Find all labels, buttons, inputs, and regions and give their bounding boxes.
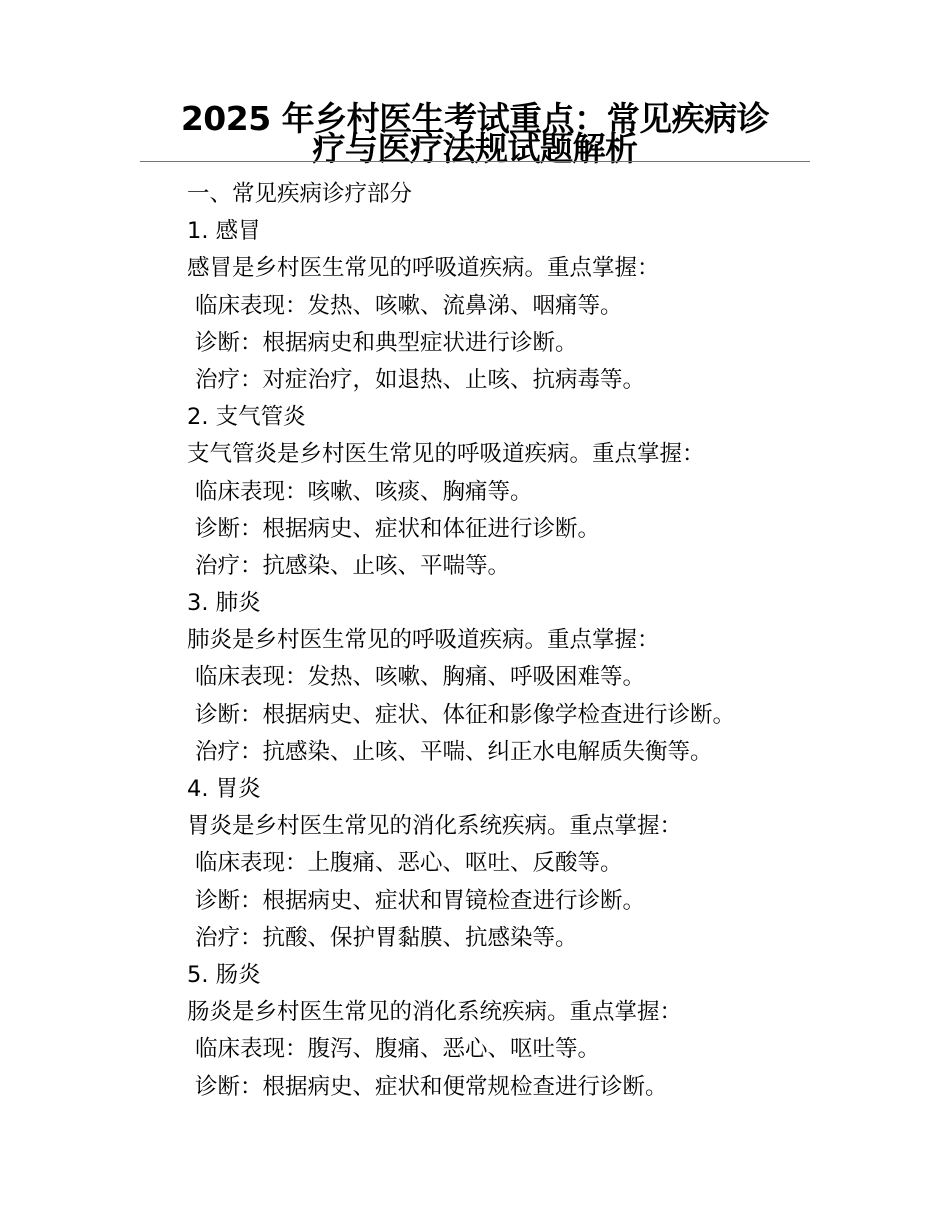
paragraph-intro: 胃炎是乡村医生常见的消化系统疾病。重点掌握：	[187, 813, 683, 840]
paragraph-intro: 肠炎是乡村医生常见的消化系统疾病。重点掌握：	[187, 999, 683, 1026]
paragraph-intro: 肺炎是乡村医生常见的呼吸道疾病。重点掌握：	[187, 627, 660, 654]
paragraph-intro: 支气管炎是乡村医生常见的呼吸道疾病。重点掌握：	[187, 441, 705, 468]
document-title	[140, 99, 810, 168]
document-body	[187, 176, 867, 1106]
title-divider	[140, 161, 810, 162]
bullet-treatment: 治疗：抗感染、止咳、平喘、纠正水电解质失衡等。	[195, 738, 713, 765]
bullet-clinical: 临床表现：发热、咳嗽、胸痛、呼吸困难等。	[195, 664, 646, 691]
section-heading: 一、常见疾病诊疗部分	[187, 181, 413, 207]
bullet-treatment: 治疗：抗感染、止咳、平喘等。	[195, 552, 511, 579]
disease-heading: 4. 胃炎	[187, 776, 261, 802]
bullet-diagnosis: 诊断：根据病史、症状和胃镜检查进行诊断。	[195, 887, 646, 914]
bullet-clinical: 临床表现：上腹痛、恶心、呕吐、反酸等。	[195, 850, 623, 877]
paragraph-intro: 感冒是乡村医生常见的呼吸道疾病。重点掌握：	[187, 255, 660, 282]
bullet-clinical: 临床表现：腹泻、腹痛、恶心、呕吐等。	[195, 1036, 601, 1063]
bullet-diagnosis: 诊断：根据病史、症状和便常规检查进行诊断。	[195, 1073, 668, 1100]
bullet-clinical: 临床表现：发热、咳嗽、流鼻涕、咽痛等。	[195, 292, 623, 319]
title-line-2: 疗与医疗法规试题解析	[312, 129, 638, 168]
bullet-clinical: 临床表现：咳嗽、咳痰、胸痛等。	[195, 478, 533, 505]
disease-heading: 3. 肺炎	[187, 590, 261, 617]
disease-heading: 1. 感冒	[187, 218, 261, 245]
bullet-treatment: 治疗：对症治疗，如退热、止咳、抗病毒等。	[195, 366, 646, 393]
disease-heading: 2. 支气管炎	[187, 404, 306, 431]
bullet-diagnosis: 诊断：根据病史、症状、体征和影像学检查进行诊断。	[195, 701, 736, 728]
title-line-1: 2025 年乡村医生考试重点：常见疾病诊	[180, 99, 770, 138]
bullet-treatment: 治疗：抗酸、保护胃黏膜、抗感染等。	[195, 924, 578, 951]
bullet-diagnosis: 诊断：根据病史和典型症状进行诊断。	[195, 329, 578, 356]
bullet-diagnosis: 诊断：根据病史、症状和体征进行诊断。	[195, 515, 601, 542]
disease-heading: 5. 肠炎	[187, 961, 261, 988]
